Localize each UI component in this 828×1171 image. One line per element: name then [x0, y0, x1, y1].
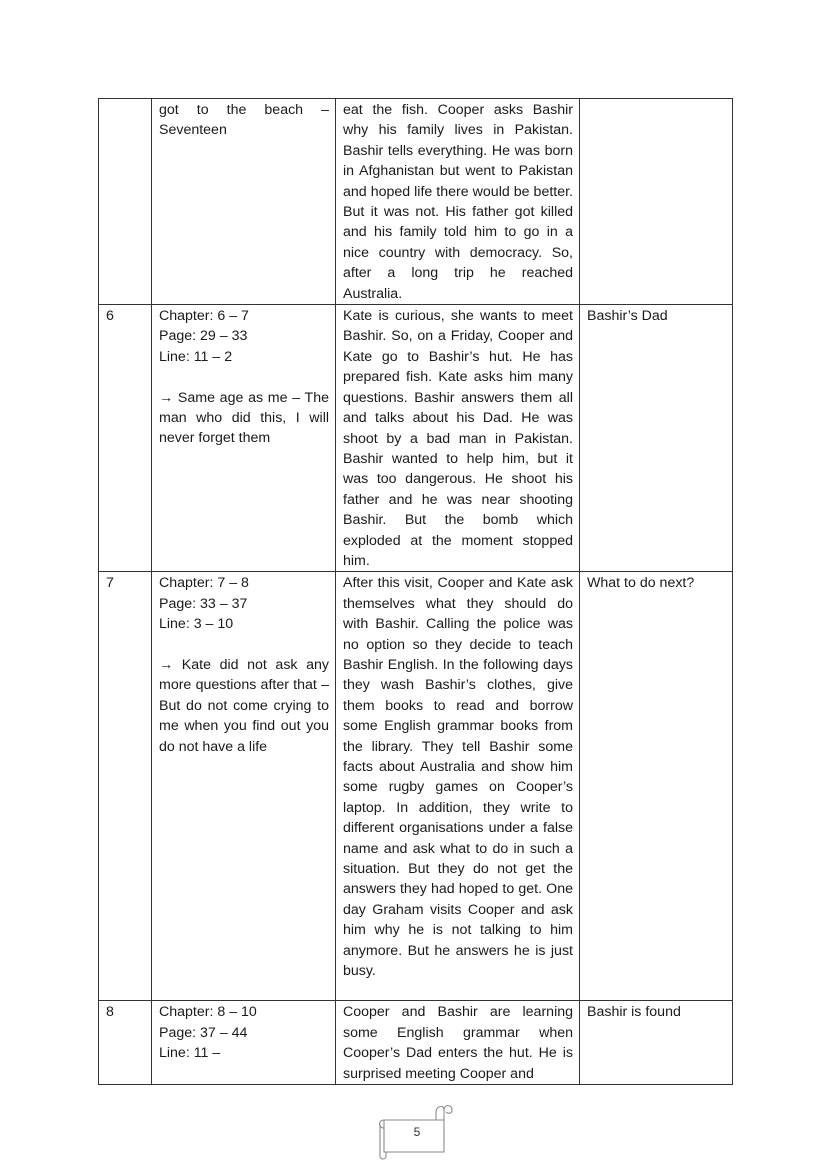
- summary-table: [98, 98, 733, 1085]
- quote-text: → Kate did not ask any more questions after that – But do not come crying to me when you find out you do not have a life: [159, 656, 329, 755]
- row-number: 8: [99, 1001, 152, 1085]
- summary-cell: Kate is curious, she wants to meet Bashir. So, on a Friday, Cooper and Kate go to Bashir’s hut. He has prepared fish. Kate asks him many questions. Bashir answers them all and talks about his Dad. He was shoot by a bad man in Pakistan. Bashir wanted to help him, but it was too dangerous. He shoot his father and he was near shooting Bashir. But the bomb which exploded at the moment stopped him.: [336, 305, 580, 572]
- summary-cell: Cooper and Bashir are learning some English grammar when Cooper’s Dad enters the hut. He is surprised meeting Cooper and: [336, 1001, 580, 1085]
- section-title: Bashir’s Dad: [580, 305, 733, 572]
- section-title: Bashir is found: [580, 1001, 733, 1085]
- quote-text: → Same age as me – The man who did this, I will never forget them: [159, 389, 329, 447]
- summary-cell: After this visit, Cooper and Kate ask themselves what they should do with Bashir. Calling the police was no option so they decide to teach Bashir English. In the following days they wash Bashir’s clothes, give them books to read and borrow some English grammar books from the library. They tell Bashir some facts about Australia and show him some rugby games on Cooper’s laptop. In addition, they write to different organisations under a false name and ask what to do in such a situation. But they do not get the answers they had hoped to get. One day Graham visits Cooper and ask him why he is not talking to him anymore. But he answers he is just busy.: [336, 572, 580, 1001]
- summary-cell: eat the fish. Cooper asks Bashir why his family lives in Pakistan. Bashir tells everything. He was born in Afghanistan but went to Pakistan and hoped life there would be better. But it was not. His father got killed and his family told him to go in a nice country with democracy. So, after a long trip he reached Australia.: [336, 99, 580, 305]
- reference-cell: [152, 1001, 336, 1085]
- reference-cell: [152, 572, 336, 1001]
- line-range: Line: 11 –: [159, 1045, 221, 1062]
- page-number: 5: [413, 1125, 421, 1139]
- page-line: Page: 29 – 33: [159, 328, 248, 345]
- page-footer: [374, 1100, 456, 1162]
- reference-line: got to the beach – Seventeen: [159, 102, 329, 139]
- reference-cell: [152, 99, 336, 305]
- line-range: Line: 11 – 2: [159, 348, 233, 365]
- row-number: 6: [99, 305, 152, 572]
- chapter-line: Chapter: 8 – 10: [159, 1004, 257, 1021]
- line-range: Line: 3 – 10: [159, 616, 234, 633]
- row-number: [99, 99, 152, 305]
- section-title: [580, 99, 733, 305]
- row-number: 7: [99, 572, 152, 1001]
- table-row: [99, 572, 733, 1001]
- page-line: Page: 37 – 44: [159, 1024, 248, 1041]
- table-row: [99, 1001, 733, 1085]
- reference-cell: [152, 305, 336, 572]
- chapter-line: Chapter: 7 – 8: [159, 575, 249, 592]
- table-row: [99, 305, 733, 572]
- page-line: Page: 33 – 37: [159, 595, 248, 612]
- section-title: What to do next?: [580, 572, 733, 1001]
- chapter-line: Chapter: 6 – 7: [159, 308, 249, 325]
- table-row: [99, 99, 733, 305]
